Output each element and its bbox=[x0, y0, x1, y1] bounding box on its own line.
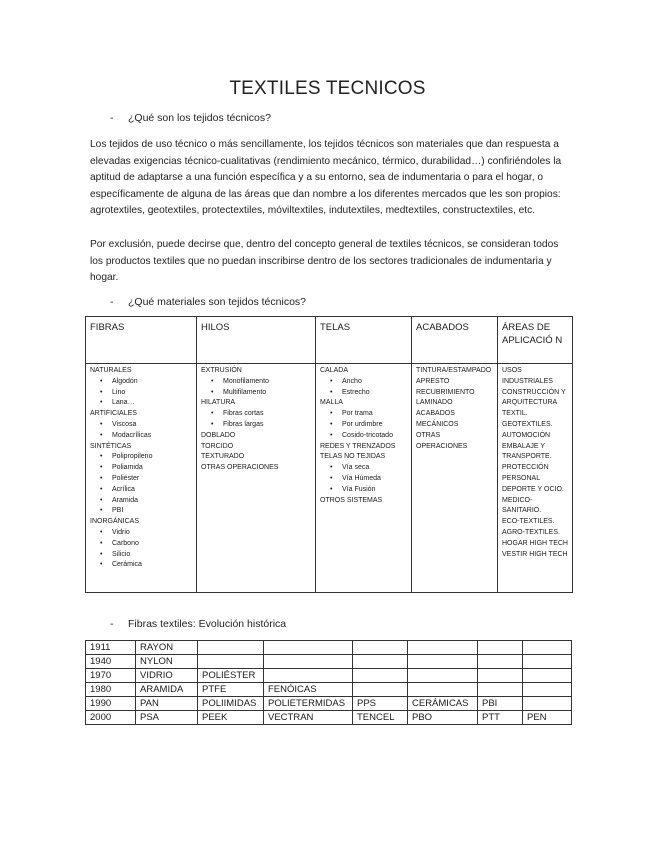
list-item: • Fibras cortas bbox=[201, 409, 311, 420]
areas-cell bbox=[498, 364, 573, 593]
fiber-cell bbox=[408, 655, 478, 669]
fiber-cell: PBI bbox=[478, 697, 523, 711]
list-item: • Algodón bbox=[90, 377, 192, 388]
list-item: • Lino bbox=[90, 388, 192, 399]
list-item: • Lana… bbox=[90, 398, 192, 409]
list-item: • Monofilamento bbox=[201, 377, 311, 388]
header-acabados: ACABADOS bbox=[412, 317, 498, 364]
hilos-cell bbox=[197, 364, 316, 593]
fiber-cell bbox=[523, 655, 572, 669]
list-item: REDES Y TRENZADOS bbox=[320, 442, 396, 450]
list-item: MEDICO-SANITARIO. bbox=[502, 496, 542, 515]
list-item: • Silicio bbox=[90, 550, 192, 561]
question-text: ¿Qué materiales son tejidos técnicos? bbox=[128, 296, 307, 308]
table-row bbox=[86, 655, 572, 669]
list-item: • PBI bbox=[90, 506, 192, 517]
fiber-cell: VIDRIO bbox=[136, 669, 198, 683]
list-item: USOS INDUSTRIALES bbox=[502, 367, 553, 385]
fiber-cell: TENCEL bbox=[353, 711, 408, 725]
fiber-cell: RAYON bbox=[136, 641, 198, 655]
list-item: OTRAS OPERACIONES bbox=[416, 431, 468, 450]
list-item: TINTURA/ESTAMPADO bbox=[416, 367, 492, 374]
fiber-cell: PTFE bbox=[198, 683, 264, 697]
year-cell: 1990 bbox=[86, 697, 136, 711]
list-item: TEXTURADO bbox=[201, 453, 245, 461]
list-item: • Por urdimbre bbox=[320, 420, 407, 431]
header-areas: ÁREAS DE APLICACIÓ N bbox=[498, 317, 573, 364]
list-item: • Multifilamento bbox=[201, 388, 311, 399]
dash-bullet: - bbox=[110, 296, 114, 308]
list-item: • Poliéster bbox=[90, 474, 192, 485]
dash-bullet: - bbox=[110, 618, 114, 630]
list-item: AGRO-TEXTILES. bbox=[502, 528, 560, 536]
list-item: • Modacrílicas bbox=[90, 431, 192, 442]
table-row bbox=[86, 641, 572, 655]
evolution-table bbox=[85, 640, 572, 725]
paragraph-exclusion: Por exclusión, puede decirse que, dentro del concepto general de textiles técnicos, se consideran todos los productos textiles que no puedan inscribirse dentro de los sectores tradicionales de indumentaria y hogar. bbox=[90, 239, 559, 283]
list-item: SINTÉTICAS bbox=[90, 442, 132, 450]
list-item: OTROS SISTEMAS bbox=[320, 496, 383, 504]
list-item: HILATURA bbox=[201, 399, 236, 407]
fiber-cell: POLIIMIDAS bbox=[198, 697, 264, 711]
question-text: Fibras textiles: Evolución histórica bbox=[128, 618, 287, 630]
fiber-cell bbox=[478, 683, 523, 697]
list-item: DEPORTE Y OCIO. bbox=[502, 485, 564, 493]
list-item: MALLA bbox=[320, 399, 343, 407]
fiber-cell bbox=[478, 641, 523, 655]
list-item: EXTRUSIÓN bbox=[201, 367, 242, 374]
list-item: • Cosido-tricotado bbox=[320, 431, 407, 442]
list-item: • Polipropileno bbox=[90, 452, 192, 463]
fiber-cell: VECTRAN bbox=[264, 711, 353, 725]
fiber-cell: POLIÉSTER bbox=[198, 669, 264, 683]
fiber-cell bbox=[408, 641, 478, 655]
question-materials bbox=[110, 296, 306, 308]
list-item: DOBLADO bbox=[201, 431, 236, 439]
fiber-cell: PBO bbox=[408, 711, 478, 725]
list-item: NATURALES bbox=[90, 367, 132, 374]
fiber-cell: CERÁMICAS bbox=[408, 697, 478, 711]
page-title: TEXTILES TECNICOS bbox=[229, 78, 426, 99]
list-item: • Carbono bbox=[90, 539, 192, 550]
year-cell: 2000 bbox=[86, 711, 136, 725]
header-telas: TELAS bbox=[316, 317, 412, 364]
list-item: GEOTEXTILES. bbox=[502, 420, 553, 428]
fiber-cell bbox=[478, 655, 523, 669]
fiber-cell bbox=[523, 697, 572, 711]
fiber-cell: NYLON bbox=[136, 655, 198, 669]
list-item: OTRAS OPERACIONES bbox=[201, 464, 279, 472]
year-cell: 1911 bbox=[86, 641, 136, 655]
telas-list bbox=[320, 366, 407, 506]
year-cell: 1940 bbox=[86, 655, 136, 669]
hilos-list bbox=[201, 366, 311, 474]
table-row bbox=[86, 711, 572, 725]
materials-header-row bbox=[86, 317, 573, 364]
list-item: CALADA bbox=[320, 367, 349, 374]
list-item: APRESTO bbox=[416, 377, 450, 385]
fiber-cell bbox=[353, 641, 408, 655]
list-item: • Por trama bbox=[320, 409, 407, 420]
fiber-cell: PSA bbox=[136, 711, 198, 725]
list-item: • Ancho bbox=[320, 377, 407, 388]
fiber-cell bbox=[478, 669, 523, 683]
list-item: ACABADOS MECÁNICOS bbox=[416, 410, 459, 428]
list-item: INORGÁNICAS bbox=[90, 518, 140, 526]
list-item: LAMINADO bbox=[416, 399, 453, 407]
list-item: • Cerámica bbox=[90, 560, 192, 571]
year-cell: 1970 bbox=[86, 669, 136, 683]
table-row bbox=[86, 683, 572, 697]
fiber-cell bbox=[264, 641, 353, 655]
table-row bbox=[86, 697, 572, 711]
list-item: PROTECCIÓN PERSONAL bbox=[502, 464, 549, 482]
fiber-cell: PEEK bbox=[198, 711, 264, 725]
fiber-cell bbox=[353, 669, 408, 683]
list-item: CONSTRUCCIÓN Y ARQUITECTURA TEXTIL. bbox=[502, 388, 566, 418]
telas-cell bbox=[316, 364, 412, 593]
fiber-cell: PTT bbox=[478, 711, 523, 725]
list-item: RECUBRIMIENTO bbox=[416, 388, 475, 396]
list-item: TELAS NO TEJIDAS bbox=[320, 453, 386, 461]
fibras-list bbox=[90, 366, 192, 571]
fiber-cell: POLIETERMIDAS bbox=[264, 697, 353, 711]
list-item: AUTOMOCIÓN EMBALAJE Y TRANSPORTE. bbox=[502, 431, 552, 461]
list-item: • Poliamida bbox=[90, 463, 192, 474]
list-item: • Acrílica bbox=[90, 485, 192, 496]
list-item: VESTIR HIGH TECH bbox=[502, 550, 568, 558]
fiber-cell bbox=[198, 641, 264, 655]
table-row bbox=[86, 669, 572, 683]
fiber-cell bbox=[353, 683, 408, 697]
list-item: • Vía Fusión bbox=[320, 485, 407, 496]
fiber-cell: PAN bbox=[136, 697, 198, 711]
list-item: ECO-TEXTILES. bbox=[502, 518, 555, 526]
list-item: ARTIFICIALES bbox=[90, 410, 137, 418]
materials-content-row bbox=[86, 364, 573, 593]
dash-bullet: - bbox=[110, 112, 114, 124]
list-item: • Estrecho bbox=[320, 388, 407, 399]
fiber-cell: ARAMIDA bbox=[136, 683, 198, 697]
fiber-cell: FENÓICAS bbox=[264, 683, 353, 697]
list-item: • Vía Húmeda bbox=[320, 474, 407, 485]
question-text: ¿Qué son los tejidos técnicos? bbox=[128, 112, 271, 124]
header-fibras: FIBRAS bbox=[86, 317, 197, 364]
fiber-cell bbox=[198, 655, 264, 669]
fiber-cell bbox=[408, 669, 478, 683]
areas-list bbox=[502, 366, 568, 560]
year-cell: 1980 bbox=[86, 683, 136, 697]
header-hilos: HILOS bbox=[197, 317, 316, 364]
fiber-cell bbox=[523, 669, 572, 683]
acabados-list bbox=[416, 366, 493, 452]
fiber-cell bbox=[523, 683, 572, 697]
list-item: TORCIDO bbox=[201, 442, 234, 450]
question-what-are bbox=[110, 112, 271, 124]
list-item: • Viscosa bbox=[90, 420, 192, 431]
fiber-cell bbox=[264, 655, 353, 669]
evolution-table-body bbox=[86, 641, 572, 725]
list-item: • Vía seca bbox=[320, 463, 407, 474]
list-item: HOGAR HIGH TECH bbox=[502, 539, 568, 547]
fiber-cell: PPS bbox=[353, 697, 408, 711]
list-item: • Vidrio bbox=[90, 528, 192, 539]
paragraph-definition: Los tejidos de uso técnico o más sencillamente, los tejidos técnicos son materiales que dan respuesta a elevadas exigencias técnico-cualitativas (rendimiento mecánico, térmico, durabilidad…) confiriéndoles la aptitud de adaptarse a una función específica y a su entorno, sea de indumentaria o para el hogar, o específicamente de alguna de las áreas que dan nombre a los diferentes mercados que les son propios: agrotextiles, geotextiles, protectextiles, móviltextiles, indutextiles, medtextiles, constructextiles, etc. bbox=[90, 139, 562, 216]
fibras-cell bbox=[86, 364, 197, 593]
list-item: • Aramida bbox=[90, 496, 192, 507]
fiber-cell bbox=[408, 683, 478, 697]
list-item: • Fibras largas bbox=[201, 420, 311, 431]
fiber-cell bbox=[523, 641, 572, 655]
question-evolution bbox=[110, 618, 286, 630]
fiber-cell bbox=[264, 669, 353, 683]
fiber-cell: PEN bbox=[523, 711, 572, 725]
fiber-cell bbox=[353, 655, 408, 669]
materials-table bbox=[85, 316, 573, 593]
acabados-cell bbox=[412, 364, 498, 593]
